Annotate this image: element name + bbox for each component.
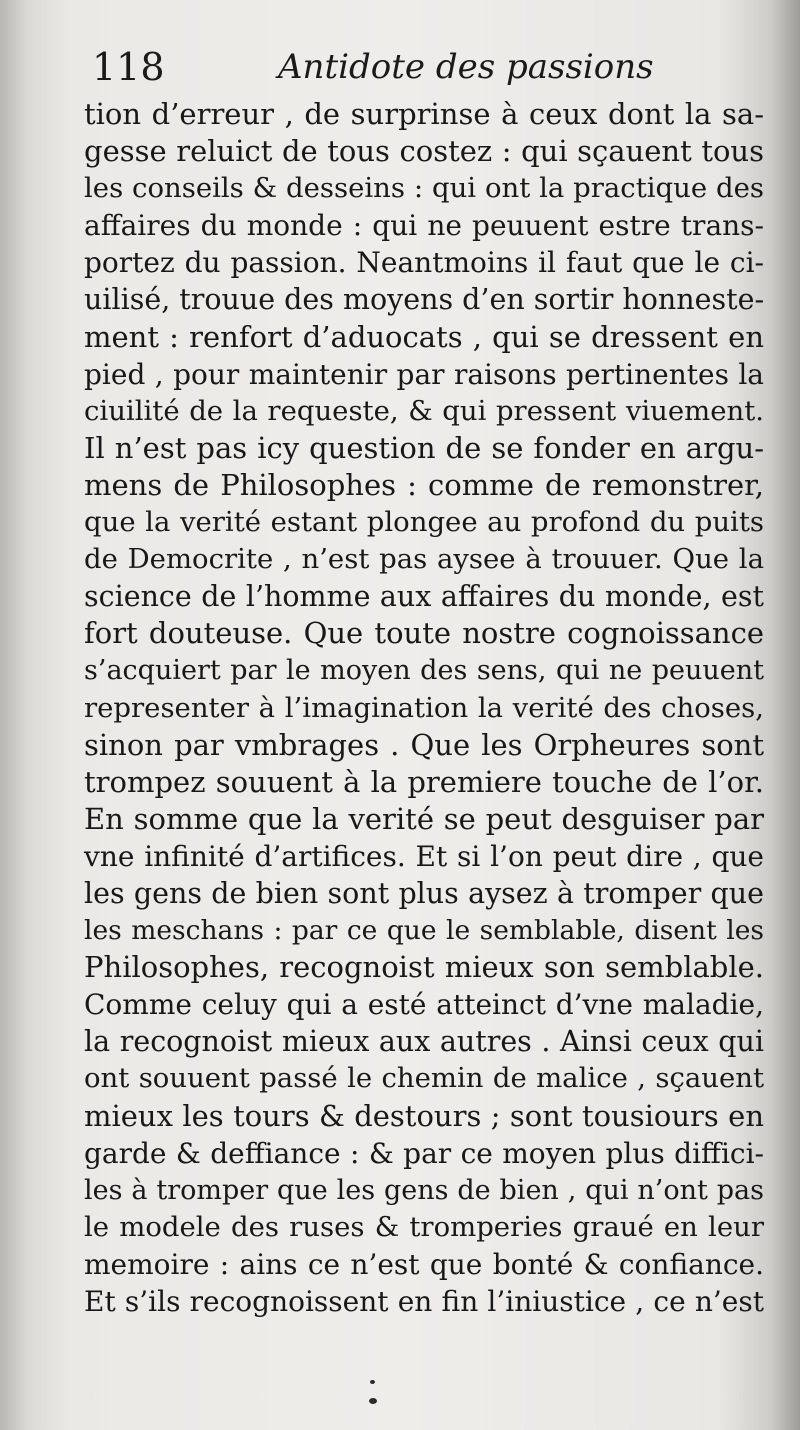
text-line: tion d’erreur , de surprinse à ceux dont la sa- [84,97,764,131]
text-line: fort douteuse. Que toute nostre cognoissance [84,616,764,651]
text-line: ment : renfort d’aduocats , qui se dressent en [84,319,764,354]
text-line: les conseils & desseins : qui ont la practique des [84,172,764,205]
text-line: le modele des ruses & tromperies graué en leur [84,1210,764,1243]
text-line: vne infinité d’artifices. Et si l’on peut dire , que [84,839,764,873]
text-line: de Democrite , n’est pas aysee à trouuer. Que la [84,543,764,576]
text-line: les gens de bien sont plus aysez à tromper que [84,876,764,910]
text-line: affaires du monde : qui ne peuuent estre trans- [84,209,764,243]
text-line: pied , pour maintenir par raisons pertinentes la [84,357,764,391]
text-line: uilisé, trouue des moyens d’en sortir honneste- [84,283,765,317]
text-line: Philosophes, recognoist mieux son semblable. [84,950,764,985]
text-line: gesse reluict de tous costez : qui sçauent tous [84,134,764,169]
printer-mark-ornament [366,1378,380,1408]
text-line: sinon par vmbrages . Que les Orpheures sont [84,727,764,762]
text-line: ont souuent passé le chemin de malice , sçauent [84,1062,764,1095]
text-line: garde & deffiance : & par ce moyen plus diffici- [84,1136,764,1170]
text-line: representer à l’imagination la verité des choses, [84,691,764,724]
text-line: les meschans : par ce que le semblable, disent les [84,915,764,947]
page-header [92,42,752,92]
text-line: mens de Philosophes : comme de remonstrer, [84,467,764,502]
running-title: Antidote des passions [278,47,654,87]
text-line: memoire : ains ce n’est que bonté & confiance. [84,1247,764,1281]
text-line: Il n’est pas icy question de se fonder en argu- [84,430,764,465]
text-line: ciuilité de la requeste, & qui pressent viuement. [84,394,764,427]
text-line: science de l’homme aux affaires du monde, est [84,580,764,614]
text-line: Comme celuy qui a esté atteinct d’vne maladie, [84,988,764,1022]
page-number: 118 [92,45,165,89]
text-line: les à tromper que les gens de bien , qui n’ont pas [84,1174,764,1206]
text-line: portez du passion. Neantmoins il faut que le ci- [84,246,764,280]
text-line: Et s’ils recognoissent en fin l’iniustice , ce n’est [84,1285,764,1318]
text-line: En somme que la verité se peut desguiser par [84,801,764,836]
text-line: trompez souuent à la premiere touche de l’or. [84,764,764,799]
body-text [84,96,764,1320]
text-line: que la verité estant plongee au profond du puits [84,506,764,539]
text-line: mieux les tours & destours ; sont tousiours en [84,1098,764,1133]
text-line: la recognoist mieux aux autres . Ainsi ceux qui [84,1025,764,1059]
text-line: s’acquiert par le moyen des sens, qui ne peuuent [84,655,764,687]
